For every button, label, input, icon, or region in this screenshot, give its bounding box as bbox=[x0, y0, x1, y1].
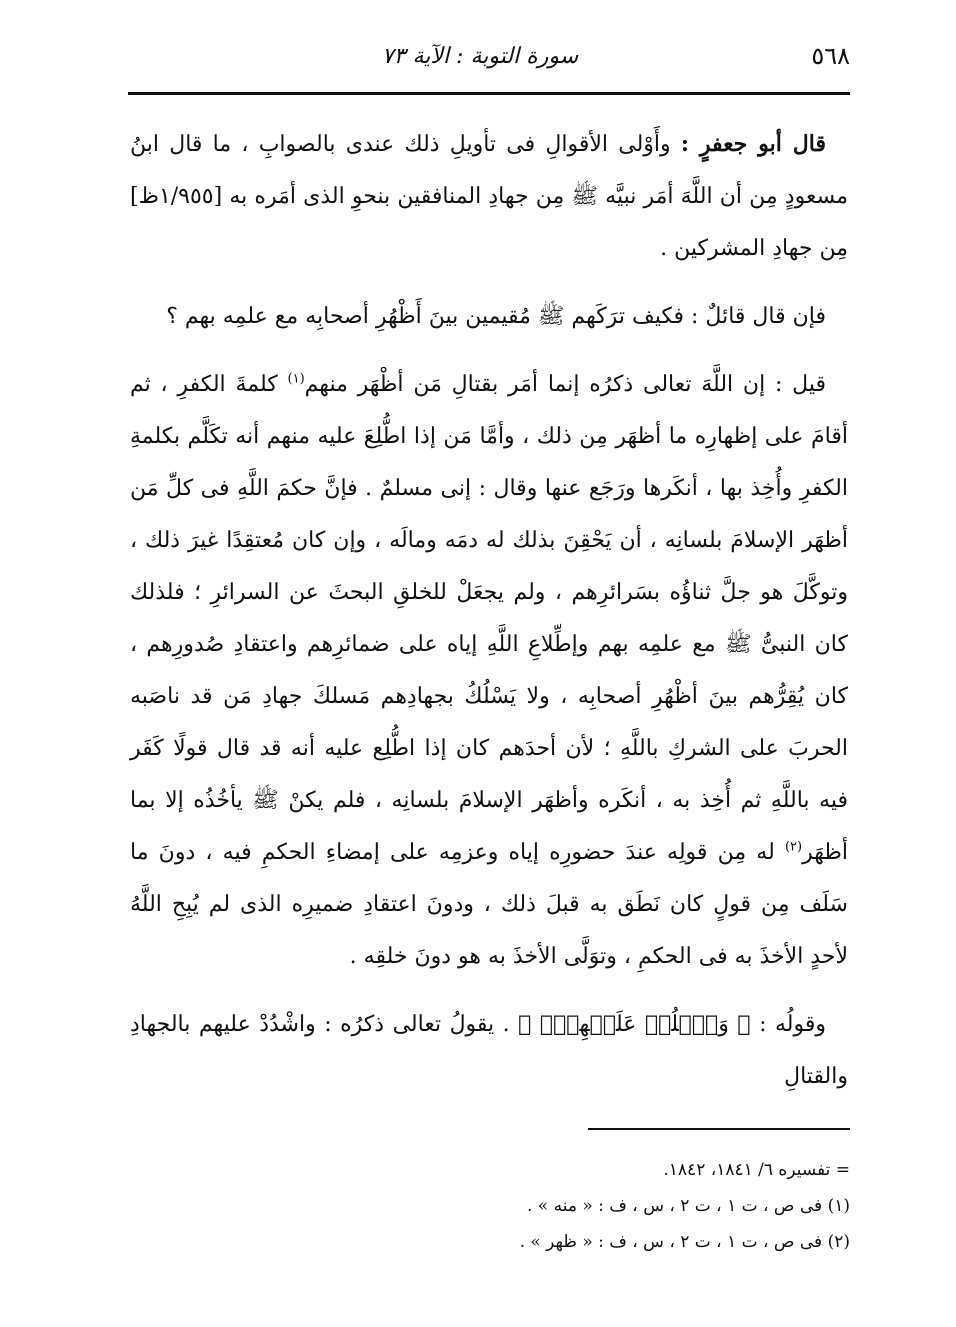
footnote-ref-1: (١) bbox=[287, 371, 305, 387]
footnotes bbox=[300, 1152, 850, 1260]
paragraph-text: فإن قال قائلٌ : فكيف ترَكَهم ﷺ مُقيمين بينَ أَظْهُرِ أصحابِه مع علمِه بهم ؟ bbox=[166, 304, 826, 329]
footnote-1: (١) فى ص ، ت ١ ، ت ٢ ، س ، ف : « منه » . bbox=[526, 1196, 850, 1216]
footnote-ref-2: (٢) bbox=[784, 839, 803, 855]
paragraph-text: قيل : إن اللَّهَ تعالى ذكرُه إنما أمَر بقتالِ مَن أظْهَر منهم bbox=[304, 372, 827, 397]
paragraph-2 bbox=[130, 291, 848, 343]
paragraph-text: وقولُه : ﴿ وَٱغۡلُظۡ عَلَيۡهِمۡۚ ﴾ . يقولُ تعالى ذكرُه : واشْدُدْ عليهم بالجهادِ والقتالِ bbox=[130, 1012, 848, 1089]
page-number: ٥٦٨ bbox=[811, 42, 850, 70]
footnote-divider bbox=[588, 1128, 850, 1130]
header-divider bbox=[128, 92, 850, 95]
footnote-continuation: = تفسيره ٦/ ١٨٤١، ١٨٤٢. bbox=[663, 1160, 850, 1180]
speaker-label: قال أبو جعفرٍ : bbox=[680, 131, 826, 157]
footnote-2: (٢) فى ص ، ت ١ ، ت ٢ ، س ، ف : « ظهر » . bbox=[519, 1232, 850, 1252]
paragraph-3 bbox=[130, 359, 848, 983]
paragraph-1 bbox=[130, 118, 848, 275]
running-header: سورة التوبة : الآية ٧٣ bbox=[381, 44, 579, 69]
paragraph-4 bbox=[130, 999, 848, 1103]
paragraph-text: كلمةَ الكفرِ ، ثم أقامَ على إظهارِه ما أظهَر مِن ذلك ، وأمَّا مَن إذا اطُّلِعَ عليه منهم أنه تكَلَّم بكلمةِ الكفرِ وأُخِذ بها ، أنكَرها ورَجَع عنها وقال : إنى مسلمٌ . فإنَّ حكمَ اللَّهِ فى كلِّ مَن أظهَر الإسلامَ بلسانِه ، أن يَحْقِنَ بذلك له دمَه ومالَه ، وإن كان مُعتقِدًا غيرَ ذلك ، وتوكَّلَ هو جلَّ ثناؤُه بسَرائرِهم ، ولم يجعَلْ للخلقِ البحثَ عن السرائرِ ؛ فلذلك كان النبىُّ ﷺ مع علمِه بهم وإطِّلاعِ اللَّهِ إياه على ضمائرِهم واعتقادِ صُدورِهم ، كان يُقِرُّهم بينَ أظْهُرِ أصحابِه ، ولا يَسْلُكُ بجهادِهم مَسلكَ جهادِ مَن قد ناصَبه الحربَ على الشركِ باللَّهِ ؛ لأن أحدَهم كان إذا اطُّلِع عليه أنه قد قال قولًا كَفَر فيه باللَّهِ ثم أُخِذ به ، أنكَره وأظهَر الإسلامَ بلسانِه ، فلم يكنْ ﷺ يأخُذُه إلا بما أظهَر bbox=[130, 372, 848, 865]
paragraph-text: وأَوْلى الأقوالِ فى تأويلِ ذلك عندى بالصوابِ ، ما قال ابنُ مسعودٍ مِن أن اللَّهَ أمَر نبيَّه ﷺ مِن جهادِ المنافقين بنحوِ الذى أمَره به [١/٩٥٥ظ] مِن جهادِ المشركين . bbox=[130, 132, 848, 261]
paragraph-text: له مِن قولِه عندَ حضورِه إياه وعزمِه على إمضاءِ الحكمِ فيه ، دونَ ما سَلَف مِن قولٍ كان نَطَق به قبلَ ذلك ، ودونَ اعتقادِ ضميرِه الذى لم يُبِحِ اللَّهُ لأحدٍ الأخذَ به فى الحكمِ ، وتوَلَّى الأخذَ به هو دونَ خلقِه . bbox=[130, 840, 848, 969]
main-text bbox=[130, 118, 848, 1119]
